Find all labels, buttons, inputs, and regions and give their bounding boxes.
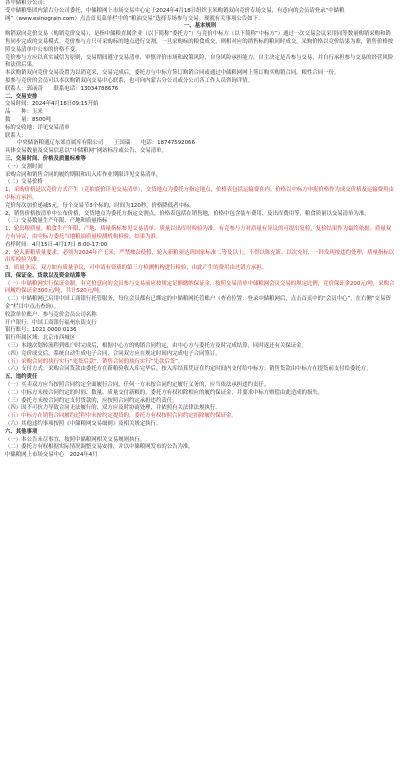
paragraph: 购销双向竞价交易（购销竞价交易），是指中储粮直属企业（以下简称“委托方”）与竞价中标方（以下简称“中标方”）通过一次交易会议采用同等数量购销采购和销售同步完成的交易模式。竞价参与方只可采购标的地点进行交割，一旦采购标的粮食成交，则相对应的销售标的粮同时成交，采购价格以竞价结果为准，销售价格按照交易清单中公布的价格不变。 (5, 31, 394, 53)
section-heading: 一、基本规则 (183, 23, 217, 30)
paragraph: 具体交易数量及交易信息以“中储粮网”网站标注或公告、交易清单。 (5, 148, 167, 155)
paragraph: 竞价每次加价递减5元，每个交易节3个标的，时间为120秒，价格降低者中标。 (5, 202, 195, 209)
section-heading: 二、交易安排 (5, 93, 38, 100)
paragraph: （六）其他违约事项按照《中储粮网交易细则》及相关规定执行。 (5, 421, 162, 428)
paragraph: 2、轮入新粮质量要求，必须为2024年产玉米，严禁掺杂使假，轮入新粮须达到国家标准二等及以上，不得以陈充新、以次充好，一经发现按违约处理，质量指标以出库检验为准。 (5, 249, 395, 264)
paragraph: 交易时间：2024年4月18日09:15开始 (5, 101, 99, 108)
paragraph: 1、轮出粮质量。粮食生产年限、产地、质量指标参见交易清单、质量以出库时检验为准。有竞参与方对质量有异议的可提出复检，复检结果作为最终依据。质量双方有异议，由中标方委托当地粮油质量检测机构检验，结果为准。 (5, 226, 392, 240)
paragraph: 本次购销双向竞价交易设置为以销竞采，交易完成后，委托方与中标方签订购销合同或通过中储粮网网上签订购买购销合同，粮性合同一份。 (5, 70, 340, 77)
paragraph: （二）中储粮网已启用中国工商银行托管服务，每位会员都有已绑定的中储粮网托管账户（查看位置：登录中储粮网后，点击首页中的“会员中心”，在右侧“交易资金”栏目中点击查询）。 (5, 296, 391, 311)
paragraph: 收款单位账户：参与竞价会员公司名称 (5, 311, 97, 318)
paragraph: （三）委托方未按合同约定支付货款的，应按照合同约定承担违约责任。 (5, 397, 178, 404)
paragraph: （五）采购合同的执行实行“先货后款”，销售合同的执行实行“先款后货”。 (5, 358, 184, 365)
paragraph: 银行账号：1021 0000 0136 (5, 327, 77, 334)
paragraph: 联系人：郭丽奇 联系电话：13034788676 (5, 85, 119, 92)
paragraph: 中央储备粮通辽东郊直属库有限公司 王国瑞 电话：18747592066 (17, 140, 195, 147)
section-heading: 六、其他事项 (5, 428, 38, 435)
paragraph: （六）支付方式：采购合同货款由委托方在新粮验收入库完毕后，按入库结算凭证在约定时间内支付给中标方；销售货款由中标方在提货前支付给委托方。 (5, 366, 372, 373)
section-heading: 四、保证金、货款以及资金结算等 (5, 272, 86, 279)
paragraph: 数 量：8500吨 (5, 116, 52, 123)
paragraph: （三）交易数量生产年限、产地和质量指标 (5, 218, 108, 225)
paragraph: 看样时间：4月15日-4月17日 8:00-17:00 (5, 241, 108, 248)
paragraph: （一）交割时间 (5, 163, 43, 170)
paragraph: 1、采购价格是以竞价方式产生（竞拍底价详见交易清单），交货地点为委托方指定地点，价格表包括运输费在内。价格以中标方申报价格作为成交价格及运输费用由中标方承担。 (5, 187, 394, 201)
paragraph: 拟参与竞价的会员可以本次购销双向交易中心联系，也可向内蒙古分公司或分公司各工作人员咨询详情。 (5, 77, 253, 84)
paragraph: （二）交易价格 (5, 179, 43, 186)
paragraph: 联系人： (5, 132, 27, 139)
paragraph: （四）竞价成交后，系统自动生成电子合同，合同双方应在规定时间内完成电子合同签订。 (5, 350, 221, 357)
paragraph: （一）买卖双方应当按照合同约定全面履行合同，任何一方未按合同约定履行义务的，应当依法承担违约责任。 (5, 382, 270, 389)
section-heading: 三、交易时间、价格及质量标准等 (5, 155, 86, 162)
paragraph: （五）中标方在销售合同履约过程中未按约定提货的，委托方有权按照合同约定扣除履约保证金。 (5, 413, 237, 420)
paragraph: （三）本地次划转流程到账户时完成后，根据中心方的购销合同约定，由中心方与委托方及时完成结算，同时返还有关保证金。 (5, 343, 307, 350)
paragraph: （一）本公告未尽事宜，按照中储粮网相关交易规则执行。 (5, 436, 146, 443)
paragraph: （二）委托方有权根据实际情况调整交易安排，并以中储粮网发布的公告为准。 (5, 444, 194, 451)
paragraph: 各中储粮分公司： (5, 0, 49, 6)
paragraph: （二）中标方未按合同约定的时间、数量、质量交付新粮的，委托方有权扣除相应的履约保证金，并要求中标方赔偿由此造成的损失。 (5, 389, 324, 396)
paragraph: 3、质量争议。双方如有质量争议，可申请有资质的第三方检测机构进行检验，由此产生的费用由过错方承担。 (5, 265, 268, 272)
paragraph: 标的交收地：详见交易清单 (5, 124, 70, 131)
paragraph: 银行所属区域：北京市西城区 (5, 335, 76, 342)
paragraph: （一）中储粮网实行保证金制，有竞价意向的会员参与交易前应按规定足额缴纳保证金，按照交易清单中储粮网会员交易的规定比例，竞价保证金200元/吨，采购合同履约保证金300元/吨，共计520元/吨。 (5, 280, 395, 295)
section-heading: 五、违约责任 (5, 374, 38, 381)
paragraph: 开户银行：中国工商银行福州东街支行 (5, 319, 97, 326)
announcement-body (5, 0, 395, 460)
paragraph: 采购合同和销售合同的履约期限和出入库作业期限详见交易清单。 (5, 171, 162, 178)
paragraph: 2、销售价格按清单中公布价格，交货地点为委托方指定交割点，价格表包括在销售地，价格中包含装车费用、及出库费用等，粮食质量以交易清单为准。 (5, 210, 370, 217)
paragraph: （四）因不可抗力导致合同无法履行的，双方应及时协商处理，并依照有关法律法规执行。 (5, 405, 221, 412)
paragraph: 品 种：玉米 (5, 109, 43, 116)
paragraph: 中储粮网上市场交易中心 2024年4月 (5, 452, 98, 459)
paragraph: 竞价参与方应以真实诚信为原则，交易期间遵守交易清单、审慎评价市场和政策风险、自身风险承担能力，自主决定是否参与交易，并自行承担参与交易的经营风险和法律后果。 (5, 54, 394, 69)
paragraph: 受中储粮集团内蒙古分公司委托，中储粮网上市场交易中心定于2024年4月18日组织玉米购销双向竞价专场交易，有意向的会员请登录“中储粮网”（www.esinograin.com）点击首页菜单栏中的“粮油交易”选择专场参与交易。现就有关事项公告如下： (5, 7, 345, 22)
